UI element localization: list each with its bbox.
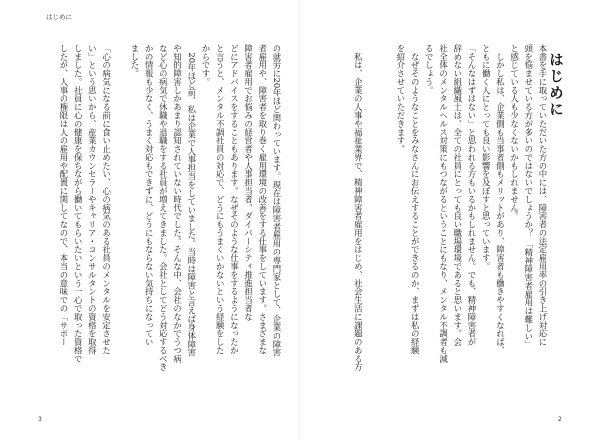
spread-gutter <box>299 0 300 440</box>
left-page-body: の就労に20年ほど関わっています。現在は障害者雇用の専門家として、企業の障害 者雇用や、障害者を取り巻く雇用環境の改善をする仕事をしています。さまざまな 障害者雇用でお悩みの経営者や人事担当者、ダイバーシティ推進担当者な どにアドバイスをすることもあります。なぜそのような仕事をするようになったか と言うと、メンタル不調社員の対応で、どうにもうまくいかないという経験をした からです。 20年ほど前、私は企業で人事担当をしていました。当時は障害と言えば身体障害 や知的障害しかあまり認知されていない時代でした。そんな中、会社のなかでうつ病 など心の病気で休職や退職をする社員が増えてきました。会社としてどう対応するべき かの情報も少なく、うまく対応もできずに、どうにもならない気持ちになってい ました。 「心の病気になる前に食い止めたい、心の病気のある社員のメンタルを安定させた い」という思いから、産業カウンセラーやキャリア・コンサルタントの資格を取得 しました。社員に心の健康を保ちながら働いてもらいたいという一心で取った資格で したが、人事の権限は人の雇用や配置に関してなので、本当の意味での「サポー <box>58 44 282 372</box>
page-number-left: 3 <box>38 416 42 423</box>
right-page-body: 本書を手に取っていただいた方の中には、障害者の法定雇用率の引き上げ対応に 頭を悩ませている方が多いのではないでしょうか？ 「精神障害者雇用は難しい」 と感じている人も少なくないかもしれません。 しかし私は、企業側も当事者側もメリットがあり、障害者も働きやすくなれば、 ともに働く人にとっても良い影響を及ぼすと思っています。 「そんなはずはない」と思われる方もいるかもしれません。でも、精神障害者が 辞めない組織風土は、全ての社員にとっても良い職場環境であると思います。会 社全体のメンタルヘルス対策にもつながるということにもなり、メンタル不調者も減 るでしょう。 なぜそのようなことをみなさんにお伝えすることができるのか、まずは私の経験 を紹介させていただきます。 私は、企業の人事や福祉業界で、精神障害者雇用をはじめ、社会生活に課題のある方 <box>353 44 548 372</box>
chapter-title: はじめに <box>547 52 563 118</box>
page-number-right: 2 <box>558 416 562 423</box>
running-head: はじめに <box>46 13 72 21</box>
